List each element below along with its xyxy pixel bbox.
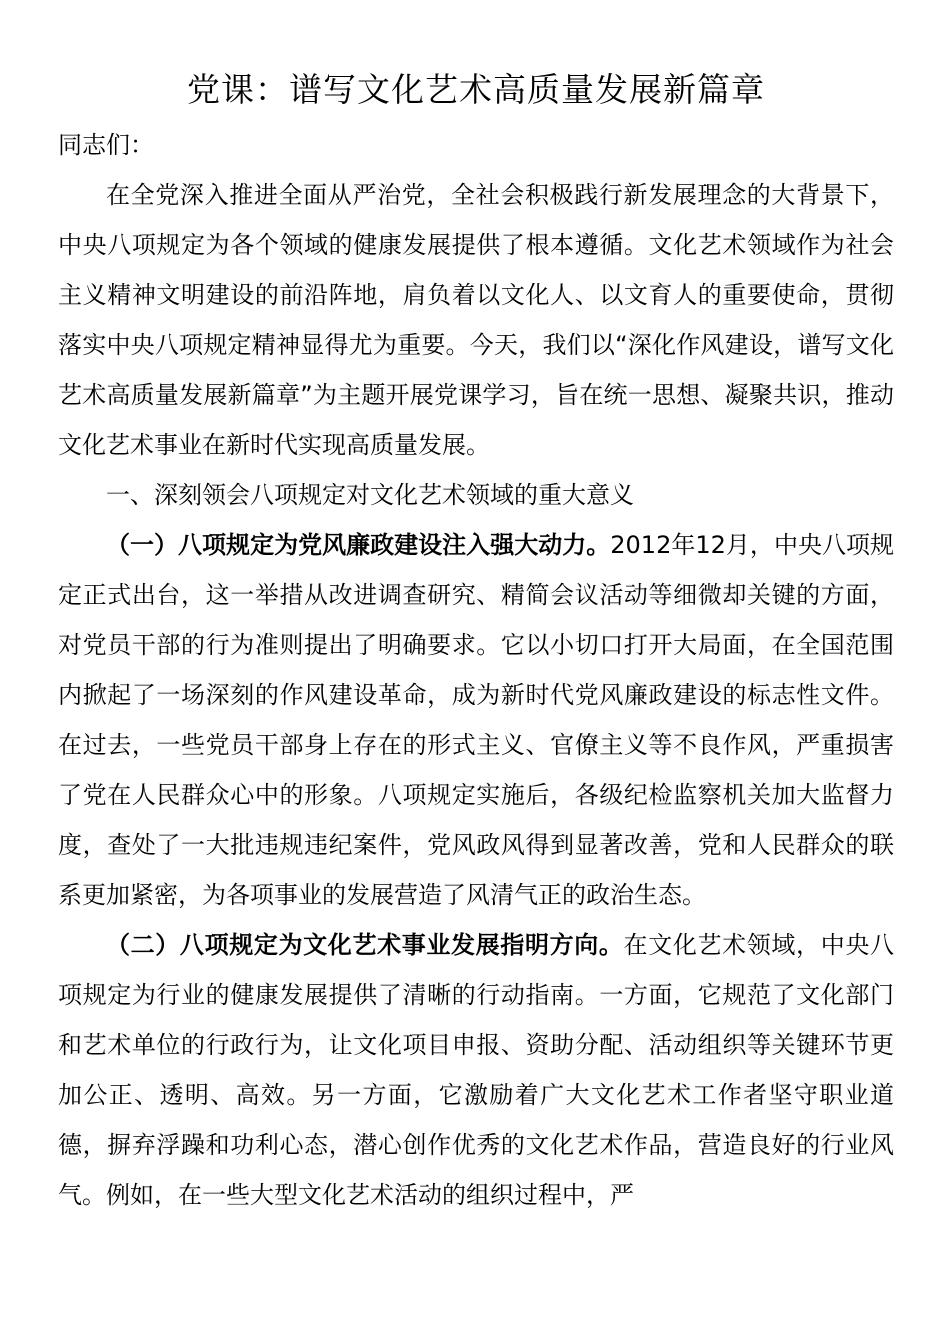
subsection-2-body: 在文化艺术领域，中央八项规定为行业的健康发展提供了清晰的行动指南。一方面，它规范了文化部门和艺术单位的行政行为，让文化项目申报、资助分配、活动组织等关键环节更加公正、透明、高效。另一方面，它激励着广大文化艺术工作者坚守职业道德，摒弃浮躁和功利心态，潜心创作优秀的文化艺术作品，营造良好的行业风气。例如，在一些大型文化艺术活动的组织过程中，严 (58, 931, 894, 1209)
intro-paragraph: 在全党深入推进全面从严治党，全社会积极践行新发展理念的大背景下，中央八项规定为各个领域的健康发展提供了根本遵循。文化艺术领域作为社会主义精神文明建设的前沿阵地，肩负着以文化人、以文育人的重要使命，贯彻落实中央八项规定精神显得尤为重要。今天，我们以“深化作风建设，谱写文化艺术高质量发展新篇章”为主题开展党课学习，旨在统一思想、凝聚共识，推动文化艺术事业在新时代实现高质量发展。 (58, 181, 894, 459)
document-page (58, 60, 894, 1220)
subsection-1-paragraph (58, 520, 894, 920)
subsection-1-body: 2012年12月，中央八项规定正式出台，这一举措从改进调查研究、精简会议活动等细微却关键的方面，对党员干部的行为准则提出了明确要求。它以小切口打开大局面，在全国范围内掀起了一场深刻的作风建设革命，成为新时代党风廉政建设的标志性文件。在过去，一些党员干部身上存在的形式主义、官僚主义等不良作风，严重损害了党在人民群众心中的形象。八项规定实施后，各级纪检监察机关加大监督力度，查处了一大批违规违纪案件，党风政风得到显著改善，党和人民群众的联系更加紧密，为各项事业的发展营造了风清气正的政治生态。 (58, 531, 894, 909)
subsection-2-lead: （二）八项规定为文化艺术事业发展指明方向。 (106, 931, 624, 959)
subsection-2-paragraph (58, 920, 894, 1220)
section-heading-1: 一、深刻领会八项规定对文化艺术领域的重大意义 (106, 481, 634, 509)
salutation: 同志们： (58, 131, 154, 159)
document-title: 党课：谱写文化艺术高质量发展新篇章 (187, 70, 765, 109)
subsection-1-lead: （一）八项规定为党风廉政建设注入强大动力。 (106, 531, 611, 559)
